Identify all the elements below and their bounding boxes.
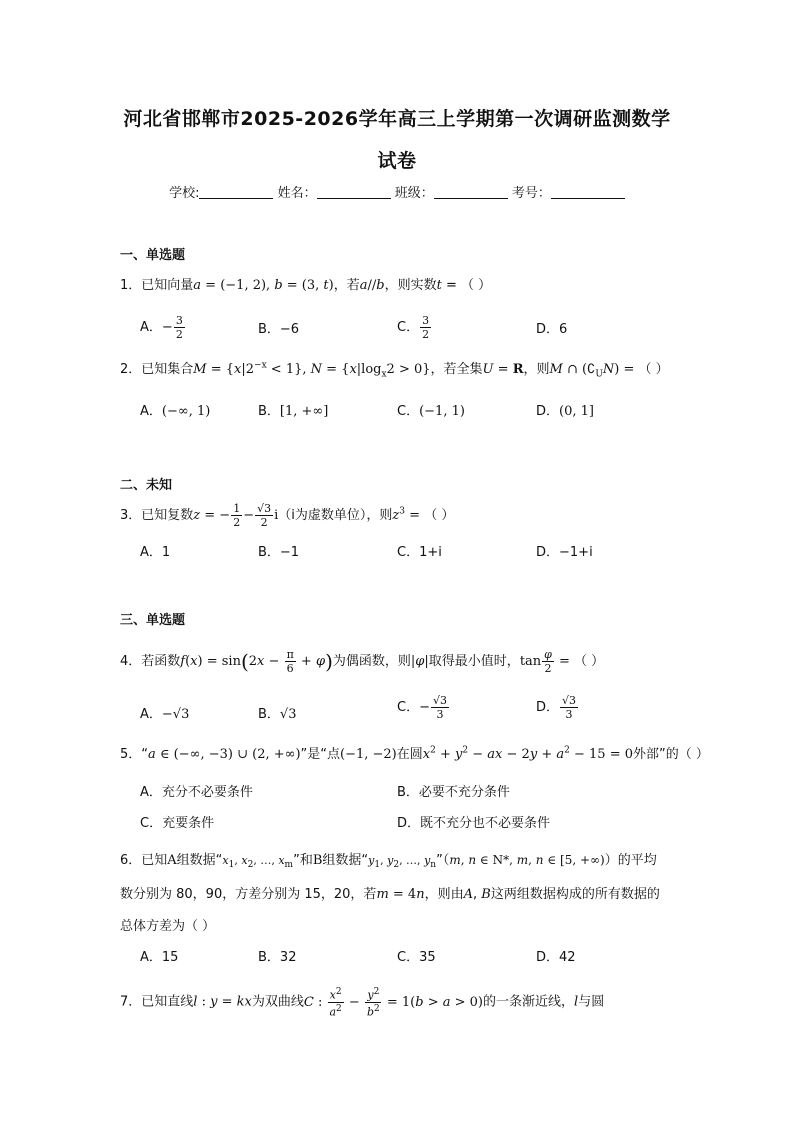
question-6-line3: 总体方差为（ ） — [120, 919, 216, 934]
q4-stem: 4．若函数 — [120, 654, 181, 669]
q6-text: 组数据“ — [176, 853, 223, 868]
q2-option-c[interactable]: C．(−1, 1) — [397, 404, 465, 419]
q6-option-b[interactable]: B．32 — [258, 950, 297, 965]
name-blank[interactable] — [317, 186, 391, 199]
q5-option-a[interactable]: A．充分不必要条件 — [140, 785, 253, 800]
q1-option-b[interactable]: B．−6 — [258, 322, 300, 337]
q2-text: ，则 — [523, 362, 550, 377]
q2-option-a[interactable]: A．(−∞, 1) — [140, 404, 211, 419]
question-6-line2: 数分别为 80，90，方差分别为 15，20，若m = 4n，则由A, B这两组数据构成的所有数据的 — [120, 887, 660, 902]
exam-title-line1: 河北省邯郸市2025-2026学年高三上学期第一次调研监测数学 — [123, 108, 671, 130]
q6-text: ）的平均 — [604, 853, 657, 868]
q4-paren: （ ） — [574, 654, 605, 669]
q3-option-c[interactable]: C．1+i — [397, 545, 442, 560]
q2-text: ，若全集 — [430, 362, 483, 377]
q6-text: 组数据“ — [322, 853, 369, 868]
section-heading: 三、单选题 — [120, 613, 186, 628]
q2-stem: 2．已知集合 — [120, 362, 194, 377]
q5-option-c[interactable]: C．充要条件 — [140, 816, 215, 831]
exam-title-line2: 试卷 — [377, 150, 417, 172]
school-blank[interactable] — [199, 186, 273, 199]
q6-option-a[interactable]: A．15 — [140, 950, 179, 965]
q1-paren: （ ） — [461, 278, 492, 293]
q2-option-d[interactable]: D．(0, 1] — [536, 404, 594, 419]
q1-option-d[interactable]: D．6 — [536, 322, 568, 337]
q6-option-c[interactable]: C．35 — [397, 950, 436, 965]
question-7: 7．已知直线l : y = kx为双曲线C : $\frac{x^2}{a^2}$ − $\frac{y^2}{b^2}$ = 1(b > a > 0)的一条渐近线，l与圆 — [120, 987, 605, 1019]
question-5: 5．“a ∈ (−∞, −3) ∪ (2, +∞)”是“点(−1, −2)在圆$x^2 + y^2$ − ax − $2y + a^2 - 15 = 0$外部”的（ ） — [120, 745, 709, 762]
q4-text: 为偶函数，则 — [332, 654, 411, 669]
q6-text: 数分别为 80，90，方差分别为 15，20，若 — [120, 887, 377, 902]
q4-option-c[interactable]: C．− $\frac{√3}{3}$ — [397, 694, 447, 721]
q7-stem: 7．已知直线 — [120, 994, 194, 1010]
question-3: 3．已知复数z = − $\frac{1}{2}$ − $\frac{√3}{2}$ i（i为虚数单位），则$z^3$ = （ ） — [120, 502, 455, 529]
section-heading: 二、未知 — [120, 478, 173, 493]
question-2: 2．已知集合$M = \{x|2^{-x} < 1\}$, $N = \{x|\log_x2 > 0\}$，若全集U = R，则M ∩ $(∁_UN)$ = （ ） — [120, 360, 669, 380]
q3-paren: （ ） — [424, 508, 455, 523]
section-heading: 一、单选题 — [120, 248, 186, 263]
exam-no-label: 考号： — [511, 186, 551, 201]
q5-text: 外部”的（ ） — [633, 747, 709, 762]
q1-stem: 1．已知向量 — [120, 278, 194, 293]
class-label: 班级： — [394, 186, 434, 201]
question-4: 4．若函数f(x) = sin(2x − $\frac{\pi}{6}$ + φ)为偶函数，则|φ|取得最小值时，tan $\frac{\varphi}{2}$ = （ ） — [120, 648, 605, 675]
q6-text: ”（ — [436, 853, 450, 868]
question-6: 6．已知A组数据“$x_1$, $x_2$, …, $x_m$”和B组数据“$y_1$, $y_2$, …, $y_n”(m$, n ∈ N*, m, n ∈ [5, +∞)）的平均 — [120, 853, 657, 871]
q7-text: 与圆 — [578, 994, 605, 1010]
q1-option-c[interactable]: C． $\frac{3}{2}$ — [397, 314, 430, 341]
q5-stem: 5．“ — [120, 747, 149, 762]
q5-text: 在圆 — [396, 747, 423, 762]
q3-option-d[interactable]: D．−1+i — [536, 545, 593, 560]
question-1: 1．已知向量a = (−1, 2), b = (3, t)，若a//b，则实数t = （ ） — [120, 278, 492, 293]
q5-text: ”是“点 — [300, 747, 341, 762]
q3-text: （i为虚数单位），则 — [278, 508, 393, 523]
q2-paren: （ ） — [638, 362, 669, 377]
q3-option-b[interactable]: B．−1 — [258, 545, 300, 560]
q4-option-a[interactable]: A．−√3 — [140, 707, 190, 722]
q4-option-d[interactable]: D． $\frac{√3}{3}$ — [536, 694, 577, 721]
class-blank[interactable] — [434, 186, 508, 199]
q3-option-a[interactable]: A．1 — [140, 545, 171, 560]
name-label: 姓名： — [277, 186, 317, 201]
q1-text: ，则实数 — [384, 278, 437, 293]
q7-text: 为双曲线 — [251, 994, 304, 1010]
q2-option-b[interactable]: B．[1, +∞] — [258, 404, 329, 419]
q4-option-b[interactable]: B．√3 — [258, 707, 297, 722]
school-label: 学校: — [169, 186, 200, 201]
q7-text: 的一条渐近线， — [483, 994, 575, 1010]
q6-text: ”和 — [293, 853, 313, 868]
q6-text: 这两组数据构成的所有数据的 — [490, 887, 660, 902]
q1-option-a[interactable]: A．− $\frac{3}{2}$ — [140, 314, 183, 341]
q5-option-d[interactable]: D．既不充分也不必要条件 — [397, 816, 551, 831]
q6-stem: 6．已知 — [120, 853, 168, 868]
q3-stem: 3．已知复数 — [120, 508, 194, 523]
q6-text: ，则由 — [424, 887, 464, 902]
q1-text: ，若 — [333, 278, 360, 293]
q4-text: 取得最小值时， — [428, 654, 520, 669]
q6-option-d[interactable]: D．42 — [536, 950, 576, 965]
exam-no-blank[interactable] — [551, 186, 625, 199]
student-info-line — [0, 182, 794, 201]
q5-option-b[interactable]: B．必要不充分条件 — [397, 785, 510, 800]
